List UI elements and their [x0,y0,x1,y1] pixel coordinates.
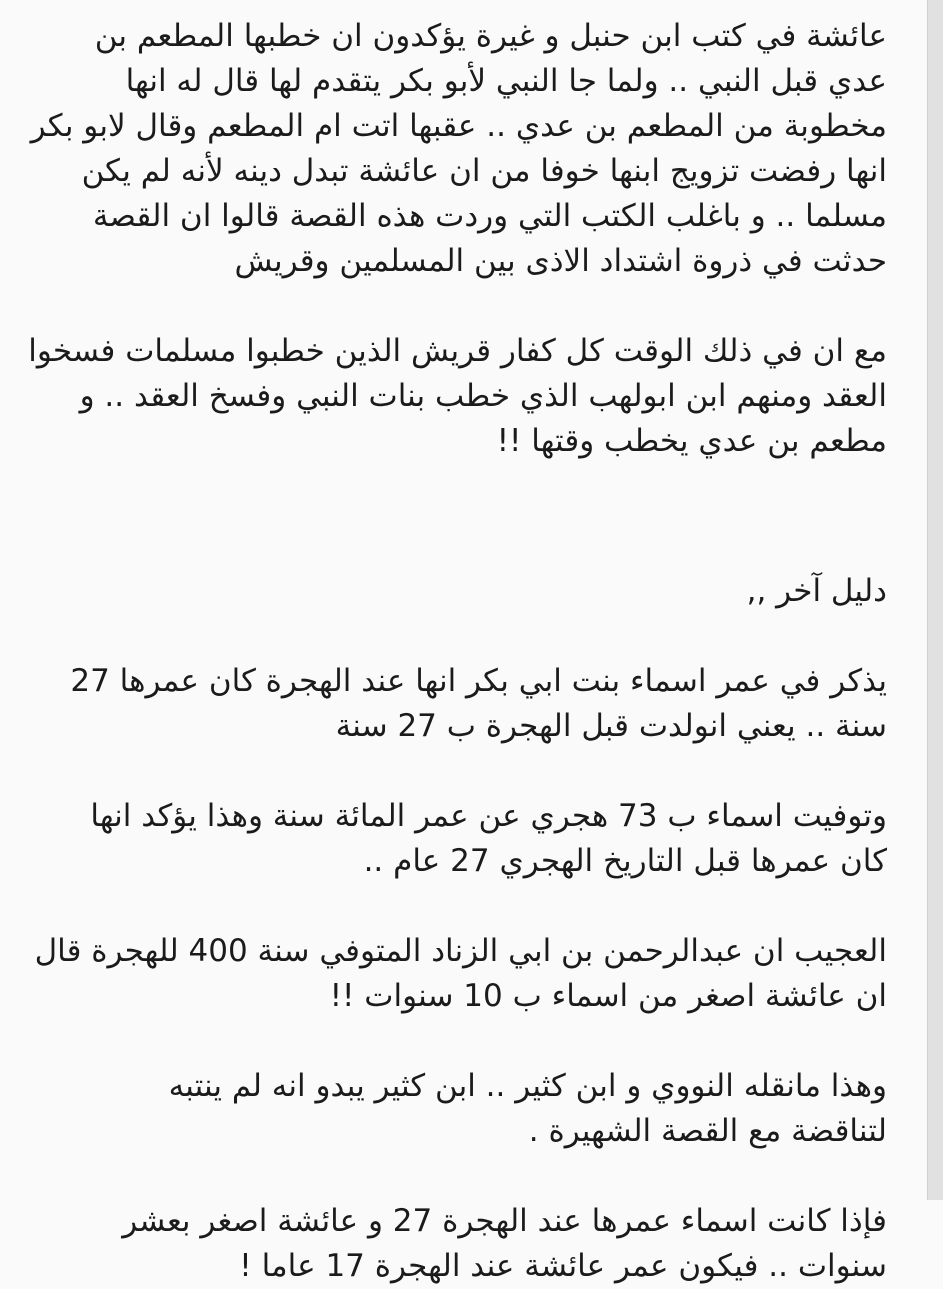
text-line: مطعم بن عدي يخطب وقتها !! [496,423,887,459]
scrollbar-thumb[interactable] [927,0,943,1200]
text-line: العجيب ان عبدالرحمن بن ابي الزناد المتوفي سنة 400 للهجرة قال [34,933,887,969]
paragraph-spacer [24,749,887,794]
paragraph-conclusion [24,1199,887,1289]
paragraph-ibn-abi-zinad [24,929,887,1019]
paragraph-mutim-engagement [24,14,887,284]
text-line: عدي قبل النبي .. ولما جا النبي لأبو بكر يتقدم لها قال له انها [125,63,887,99]
text-line: سنوات .. فيكون عمر عائشة عند الهجرة 17 عاما ! [239,1248,887,1284]
paragraph-quraysh-annulment [24,329,887,464]
text-line: لتناقضة مع القصة الشهيرة . [528,1113,887,1149]
text-line: دليل آخر ,, [746,573,887,609]
paragraph-spacer [24,1154,887,1199]
paragraph-asma-death [24,794,887,884]
paragraph-nawawi-ibn-kathir [24,1064,887,1154]
text-line: مسلما .. و باغلب الكتب التي وردت هذه القصة قالوا ان القصة [92,198,887,234]
vertical-scrollbar[interactable] [927,0,943,1200]
text-line: وتوفيت اسماء ب 73 هجري عن عمر المائة سنة وهذا يؤكد انها [90,798,887,834]
text-line: العقد ومنهم ابن ابولهب الذي خطب بنات النبي وفسخ العقد .. و [79,378,887,414]
paragraph-asma-age [24,659,887,749]
paragraph-spacer [24,614,887,659]
article-text [24,14,887,1289]
paragraph-spacer [24,1019,887,1064]
text-line: يذكر في عمر اسماء بنت ابي بكر انها عند الهجرة كان عمرها 27 [70,663,887,699]
text-line: حدثت في ذروة اشتداد الاذى بين المسلمين وقريش [234,243,887,279]
section-heading-another-proof [24,569,887,614]
text-line: مخطوبة من المطعم بن عدي .. عقبها اتت ام المطعم وقال لابو بكر [30,108,887,144]
text-line: ان عائشة اصغر من اسماء ب 10 سنوات !! [329,978,887,1014]
text-line: كان عمرها قبل التاريخ الهجري 27 عام .. [363,843,887,879]
text-line: وهذا مانقله النووي و ابن كثير .. ابن كثير يبدو انه لم ينتبه [168,1068,887,1104]
text-line: انها رفضت تزويج ابنها خوفا من ان عائشة تبدل دينه لأنه لم يكن [81,153,887,189]
text-line: عائشة في كتب ابن حنبل و غيرة يؤكدون ان خطبها المطعم بن [94,18,887,54]
text-line: مع ان في ذلك الوقت كل كفار قريش الذين خطبوا مسلمات فسخوا [28,333,887,369]
text-line: سنة .. يعني انولدت قبل الهجرة ب 27 سنة [335,708,887,744]
paragraph-spacer [24,884,887,929]
paragraph-spacer [24,284,887,329]
paragraph-spacer [24,464,887,509]
paragraph-spacer [24,509,887,569]
text-line: فإذا كانت اسماء عمرها عند الهجرة 27 و عائشة اصغر بعشر [122,1203,887,1239]
